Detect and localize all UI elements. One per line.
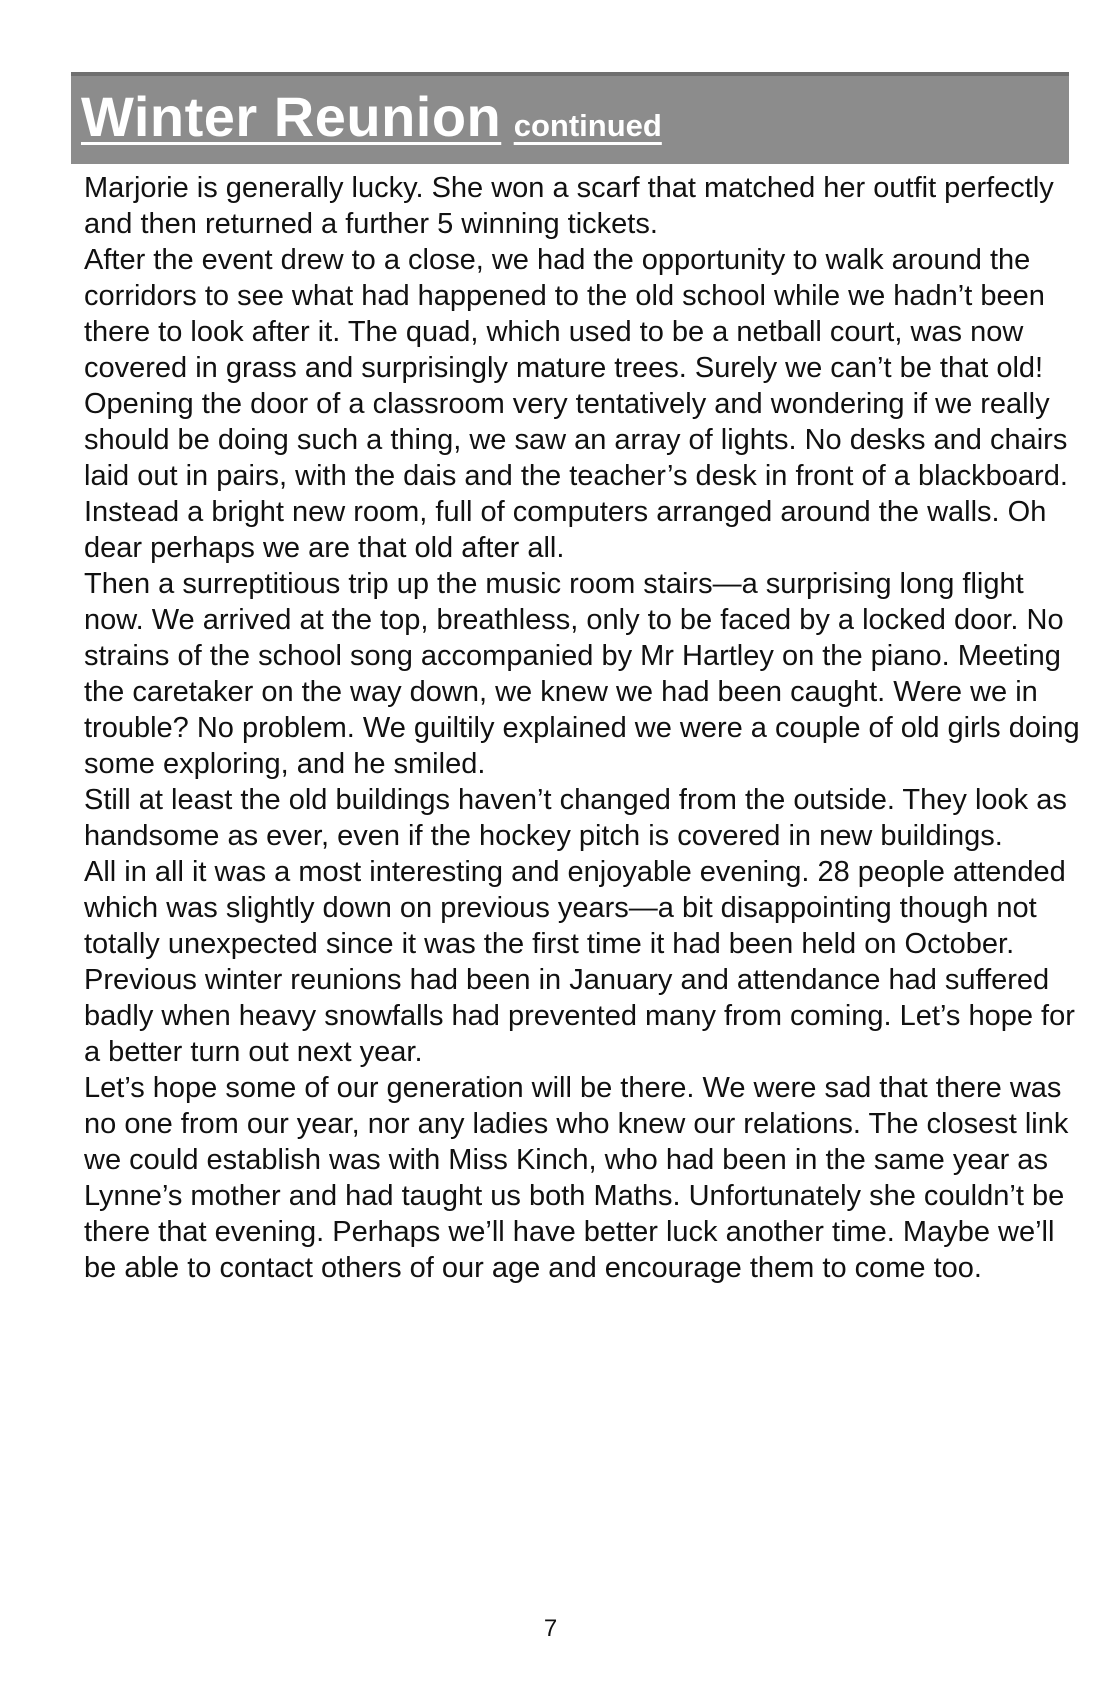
- page-title: Winter Reunion: [81, 85, 502, 148]
- article-body: [84, 170, 1084, 1286]
- paragraph: Let’s hope some of our generation will be there. We were sad that there was no one from our year, nor any ladies who knew our relations. The closest link we could establish was with Miss Kinch, who had been in the same year as Lynne’s mother and had taught us both Maths. Unfortunately she couldn’t be there that evening. Perhaps we’ll have better luck another time. Maybe we’ll be able to contact others of our age and encourage them to come too.: [84, 1072, 1069, 1284]
- paragraph: Still at least the old buildings haven’t changed from the outside. They look as handsome as ever, even if the hockey pitch is covered in new buildings.: [84, 784, 1067, 852]
- paragraph: Then a surreptitious trip up the music room stairs—a surprising long flight now. We arrived at the top, breathless, only to be faced by a locked door. No strains of the school song accompanied by Mr Hartley on the piano. Meeting the caretaker on the way down, we knew we had been caught. Were we in trouble? No problem. We guiltily explained we were a couple of old girls doing some exploring, and he smiled.: [84, 568, 1080, 780]
- section-header: [71, 72, 1069, 164]
- page-number: 7: [543, 1615, 558, 1642]
- paragraph: All in all it was a most interesting and enjoyable evening. 28 people attended which was slightly down on previous years—a bit disappointing though not totally unexpected since it was the first time it had been held on October. Previous winter reunions had been in January and attendance had suffered badly when heavy snowfalls had prevented many from coming. Let’s hope for a better turn out next year.: [84, 856, 1075, 1068]
- paragraph: Opening the door of a classroom very tentatively and wondering if we really should be doing such a thing, we saw an array of lights. No desks and chairs laid out in pairs, with the dais and the teacher’s desk in front of a blackboard. Instead a bright new room, full of computers arranged around the walls. Oh dear perhaps we are that old after all.: [84, 388, 1068, 564]
- paragraph: Marjorie is generally lucky. She won a scarf that matched her outfit perfectly and then returned a further 5 winning tickets.: [84, 172, 1054, 240]
- paragraph: After the event drew to a close, we had the opportunity to walk around the corridors to see what had happened to the old school while we hadn’t been there to look after it. The quad, which used to be a netball court, was now covered in grass and surprisingly mature trees. Surely we can’t be that old!: [84, 244, 1045, 384]
- page-subtitle: continued: [513, 108, 662, 143]
